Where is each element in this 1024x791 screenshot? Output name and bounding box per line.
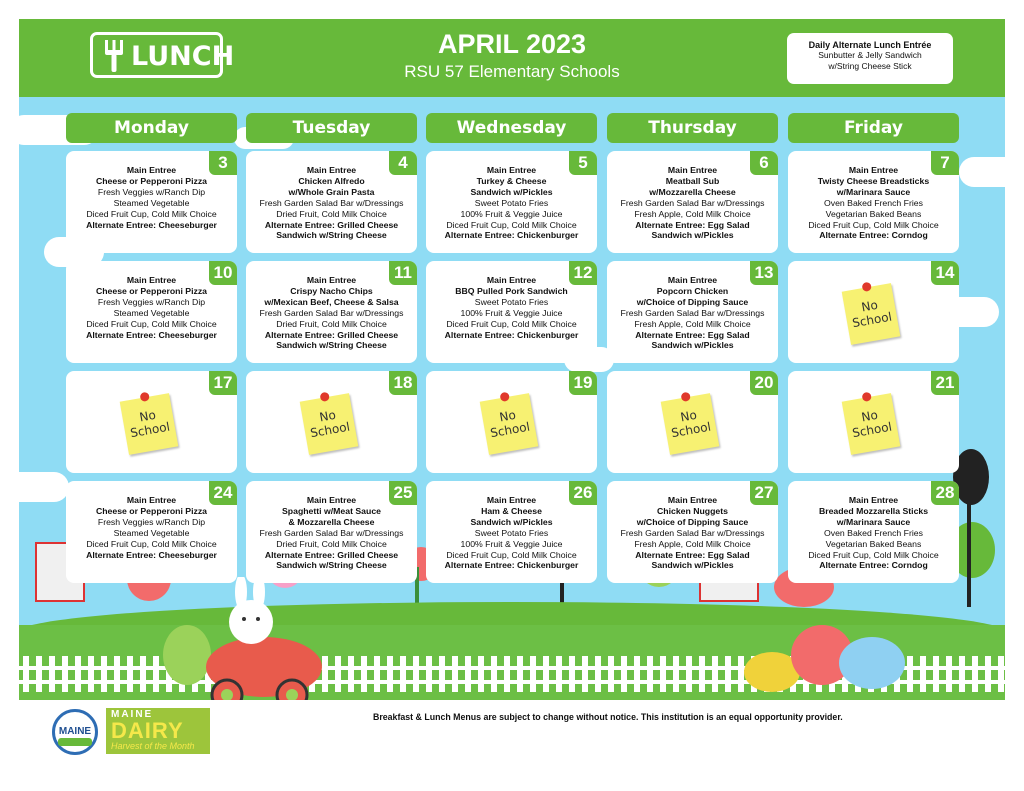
day-number: 7 — [931, 151, 959, 175]
day-cell — [607, 261, 778, 363]
day-number: 26 — [569, 481, 597, 505]
menu-text — [428, 275, 595, 340]
menu-text — [68, 495, 235, 560]
day-cell — [788, 481, 959, 583]
menu-line: Sandwich w/String Cheese — [276, 340, 387, 351]
fence-picket — [946, 656, 952, 692]
menu-line: Alternate Entree: Grilled Cheese — [264, 219, 399, 230]
fence-picket — [673, 656, 679, 692]
no-school-note — [842, 393, 901, 455]
fence-picket — [556, 656, 562, 692]
menu-line: Fresh Apple, Cold Milk Choice — [634, 538, 751, 549]
fence-picket — [699, 656, 705, 692]
menu-line: Diced Fruit Cup, Cold Milk Choice — [86, 208, 217, 219]
day-cell — [426, 371, 597, 473]
menu-line: Main Entree — [306, 495, 357, 505]
fence-picket — [972, 656, 978, 692]
menu-line: Fresh Apple, Cold Milk Choice — [634, 318, 751, 329]
no-school-text: No School — [309, 407, 351, 441]
menu-text — [790, 495, 957, 571]
fence-picket — [88, 656, 94, 692]
fence-picket — [374, 656, 380, 692]
menu-line: & Mozzarella Cheese — [288, 516, 375, 527]
menu-line: Steamed Vegetable — [113, 197, 190, 208]
no-school-text: No School — [129, 407, 171, 441]
menu-line: Main Entree — [306, 165, 357, 175]
fence-picket — [738, 656, 744, 692]
page-title: APRIL 2023 — [437, 29, 587, 59]
no-school-note — [120, 393, 179, 455]
page-subtitle: RSU 57 Elementary Schools — [404, 62, 620, 81]
menu-line: 100% Fruit & Veggie Juice — [460, 307, 563, 318]
dairy-logo-main: DAIRY — [111, 718, 184, 743]
menu-line: Steamed Vegetable — [113, 527, 190, 538]
day-cell — [246, 261, 417, 363]
day-number: 6 — [750, 151, 778, 175]
menu-line: Alternate Entree: Egg Salad — [635, 549, 750, 560]
fence-picket — [920, 656, 926, 692]
day-cell — [788, 261, 959, 363]
menu-line: Diced Fruit Cup, Cold Milk Choice — [446, 549, 577, 560]
menu-line: Sandwich w/Pickles — [470, 516, 553, 527]
pushpin-icon — [320, 392, 330, 402]
menu-line: w/Marinara Sauce — [836, 516, 911, 527]
menu-line: Main Entree — [486, 165, 537, 175]
menu-text — [609, 165, 776, 241]
footer-notice: Breakfast & Lunch Menus are subject to change without notice. This institution is an equal opportunity provider. — [373, 712, 843, 722]
day-number: 19 — [569, 371, 597, 395]
no-school-note — [661, 393, 720, 455]
day-number: 18 — [389, 371, 417, 395]
pushpin-icon — [140, 392, 150, 402]
fence-picket — [465, 656, 471, 692]
pushpin-icon — [862, 282, 872, 292]
fence-picket — [582, 656, 588, 692]
weekday-header-wednesday: Wednesday — [426, 113, 597, 143]
menu-line: Main Entree — [667, 165, 718, 175]
fence-picket — [62, 656, 68, 692]
menu-line: Alternate Entree: Egg Salad — [635, 329, 750, 340]
no-school-text: No School — [851, 407, 893, 441]
dairy-logo-top: MAINE — [111, 709, 154, 720]
fence-picket — [75, 656, 81, 692]
menu-line: Crispy Nacho Chips — [290, 285, 373, 296]
menu-line: w/Marinara Sauce — [836, 186, 911, 197]
menu-line: Sweet Potato Fries — [474, 197, 549, 208]
maine-logo-text: MAINE — [58, 726, 92, 737]
menu-line: Main Entree — [667, 495, 718, 505]
day-number: 25 — [389, 481, 417, 505]
menu-line: Alternate Entree: Cheeseburger — [86, 329, 217, 340]
fence-picket — [114, 656, 120, 692]
menu-line: Main Entree — [306, 275, 357, 285]
day-number: 10 — [209, 261, 237, 285]
fence-picket — [595, 656, 601, 692]
alternate-line: Sunbutter & Jelly Sandwich — [818, 50, 922, 60]
fence-picket — [959, 656, 965, 692]
menu-line: w/Mozzarella Cheese — [649, 186, 736, 197]
day-number: 12 — [569, 261, 597, 285]
maine-dairy-logo — [106, 708, 210, 754]
menu-line: Main Entree — [486, 495, 537, 505]
menu-line: Dried Fruit, Cold Milk Choice — [276, 208, 387, 219]
fence-picket — [998, 656, 1004, 692]
menu-line: Sandwich w/Pickles — [651, 230, 734, 241]
menu-line: Fresh Garden Salad Bar w/Dressings — [259, 307, 404, 318]
fence-picket — [387, 656, 393, 692]
menu-line: Main Entree — [126, 275, 177, 285]
menu-line: Sandwich w/Pickles — [651, 560, 734, 571]
day-cell — [246, 371, 417, 473]
pushpin-icon — [681, 392, 691, 402]
menu-text — [428, 495, 595, 571]
day-cell — [607, 151, 778, 253]
fence-picket — [361, 656, 367, 692]
fence-picket — [49, 656, 55, 692]
fence-picket — [712, 656, 718, 692]
pushpin-icon — [500, 392, 510, 402]
dairy-logo-sub: Harvest of the Month — [111, 741, 195, 751]
fence-picket — [426, 656, 432, 692]
menu-line: Breaded Mozzarella Sticks — [818, 505, 929, 516]
no-school-text: No School — [670, 407, 712, 441]
menu-line: 100% Fruit & Veggie Juice — [460, 208, 563, 219]
menu-line: Main Entree — [848, 495, 899, 505]
fence-picket — [413, 656, 419, 692]
day-number: 4 — [389, 151, 417, 175]
fence-picket — [660, 656, 666, 692]
day-cell — [788, 371, 959, 473]
bunny-car-illustration — [159, 577, 329, 700]
menu-line: Fresh Veggies w/Ranch Dip — [97, 516, 206, 527]
day-number: 5 — [569, 151, 597, 175]
day-number: 27 — [750, 481, 778, 505]
day-cell — [66, 151, 237, 253]
menu-text — [68, 165, 235, 230]
menu-line: Main Entree — [848, 165, 899, 175]
day-number: 20 — [750, 371, 778, 395]
fence-picket — [569, 656, 575, 692]
logo-text: LUNCH — [131, 41, 235, 72]
menu-line: Twisty Cheese Breadsticks — [817, 175, 930, 186]
alternate-heading: Daily Alternate Lunch Entrée — [808, 40, 932, 50]
day-cell — [246, 151, 417, 253]
fence-picket — [491, 656, 497, 692]
tree-trunk — [967, 497, 971, 607]
menu-line: BBQ Pulled Pork Sandwich — [455, 285, 568, 296]
fence-picket — [933, 656, 939, 692]
fence-picket — [647, 656, 653, 692]
day-cell — [66, 371, 237, 473]
menu-line: Fresh Garden Salad Bar w/Dressings — [620, 527, 765, 538]
menu-line: Steamed Vegetable — [113, 307, 190, 318]
menu-line: Fresh Veggies w/Ranch Dip — [97, 186, 206, 197]
menu-line: w/Mexican Beef, Cheese & Salsa — [264, 296, 399, 307]
menu-line: Fresh Garden Salad Bar w/Dressings — [620, 307, 765, 318]
cloud-decoration — [19, 472, 69, 502]
menu-line: w/Whole Grain Pasta — [288, 186, 375, 197]
day-cell — [607, 371, 778, 473]
menu-line: 100% Fruit & Veggie Juice — [460, 538, 563, 549]
menu-line: Oven Baked French Fries — [824, 527, 923, 538]
menu-line: Sandwich w/Pickles — [651, 340, 734, 351]
fence-picket — [621, 656, 627, 692]
fence-picket — [140, 656, 146, 692]
menu-line: Diced Fruit Cup, Cold Milk Choice — [446, 318, 577, 329]
day-number: 3 — [209, 151, 237, 175]
menu-line: Alternate Entree: Corndog — [819, 560, 928, 571]
day-number: 11 — [389, 261, 417, 285]
menu-line: Sandwich w/Pickles — [470, 186, 553, 197]
fence-picket — [725, 656, 731, 692]
fence-picket — [907, 656, 913, 692]
menu-line: Popcorn Chicken — [656, 285, 729, 296]
menu-line: Dried Fruit, Cold Milk Choice — [276, 318, 387, 329]
menu-text — [790, 165, 957, 241]
menu-line: Alternate Entree: Egg Salad — [635, 219, 750, 230]
fence-picket — [504, 656, 510, 692]
menu-text — [609, 495, 776, 571]
menu-line: Main Entree — [667, 275, 718, 285]
fence-picket — [452, 656, 458, 692]
menu-line: Oven Baked French Fries — [824, 197, 923, 208]
menu-line: Sandwich w/String Cheese — [276, 230, 387, 241]
header-banner — [19, 19, 1005, 97]
menu-line: Diced Fruit Cup, Cold Milk Choice — [808, 219, 939, 230]
menu-line: Alternate Entree: Cheeseburger — [86, 219, 217, 230]
menu-line: Chicken Nuggets — [657, 505, 728, 516]
fence-picket — [348, 656, 354, 692]
daily-alternate-box — [787, 33, 953, 84]
menu-line: Fresh Garden Salad Bar w/Dressings — [259, 527, 404, 538]
fence-picket — [517, 656, 523, 692]
menu-line: w/Choice of Dipping Sauce — [636, 296, 749, 307]
no-school-note — [480, 393, 539, 455]
menu-line: Dried Fruit, Cold Milk Choice — [276, 538, 387, 549]
menu-line: Turkey & Cheese — [476, 175, 547, 186]
fence-picket — [101, 656, 107, 692]
menu-line: Alternate Entree: Grilled Cheese — [264, 549, 399, 560]
day-cell — [66, 481, 237, 583]
no-school-text: No School — [489, 407, 531, 441]
menu-line: Fresh Apple, Cold Milk Choice — [634, 208, 751, 219]
menu-line: Diced Fruit Cup, Cold Milk Choice — [446, 219, 577, 230]
fence-picket — [985, 656, 991, 692]
menu-text — [428, 165, 595, 241]
fence-picket — [530, 656, 536, 692]
fence-picket — [400, 656, 406, 692]
weekday-header-friday: Friday — [788, 113, 959, 143]
fence-picket — [23, 656, 29, 692]
menu-text — [609, 275, 776, 351]
fence-picket — [608, 656, 614, 692]
day-cell — [607, 481, 778, 583]
fence-picket — [686, 656, 692, 692]
menu-line: Cheese or Pepperoni Pizza — [95, 285, 208, 296]
menu-line: Alternate Entree: Corndog — [819, 230, 928, 241]
bush-decoration — [839, 637, 905, 689]
day-number: 14 — [931, 261, 959, 285]
fence-picket — [36, 656, 42, 692]
weekday-header-monday: Monday — [66, 113, 237, 143]
day-number: 17 — [209, 371, 237, 395]
menu-line: Alternate Entree: Chickenburger — [444, 230, 579, 241]
menu-line: Diced Fruit Cup, Cold Milk Choice — [808, 549, 939, 560]
menu-line: Main Entree — [126, 495, 177, 505]
menu-text — [248, 495, 415, 571]
menu-line: Cheese or Pepperoni Pizza — [95, 505, 208, 516]
menu-line: Alternate Entree: Chickenburger — [444, 560, 579, 571]
menu-line: w/Choice of Dipping Sauce — [636, 516, 749, 527]
day-number: 24 — [209, 481, 237, 505]
menu-text — [248, 275, 415, 351]
fence-picket — [543, 656, 549, 692]
menu-line: Spaghetti w/Meat Sauce — [282, 505, 381, 516]
no-school-note — [300, 393, 359, 455]
day-number: 21 — [931, 371, 959, 395]
menu-line: Diced Fruit Cup, Cold Milk Choice — [86, 538, 217, 549]
maine-harvest-logo — [52, 709, 98, 755]
cloud-decoration — [959, 157, 1005, 187]
menu-line: Fresh Veggies w/Ranch Dip — [97, 296, 206, 307]
menu-line: Meatball Sub — [665, 175, 720, 186]
day-cell — [788, 151, 959, 253]
menu-text — [248, 165, 415, 241]
menu-line: Sweet Potato Fries — [474, 296, 549, 307]
menu-line: Chicken Alfredo — [298, 175, 365, 186]
day-cell — [426, 151, 597, 253]
menu-line: Cheese or Pepperoni Pizza — [95, 175, 208, 186]
day-number: 28 — [931, 481, 959, 505]
alternate-line: w/String Cheese Stick — [828, 61, 912, 71]
menu-line: Sandwich w/String Cheese — [276, 560, 387, 571]
menu-line: Diced Fruit Cup, Cold Milk Choice — [86, 318, 217, 329]
day-cell — [426, 261, 597, 363]
menu-line: Ham & Cheese — [481, 505, 542, 516]
fence-picket — [127, 656, 133, 692]
fence-picket — [335, 656, 341, 692]
no-school-text: No School — [851, 297, 893, 331]
menu-line: Main Entree — [486, 275, 537, 285]
logo-band — [58, 738, 92, 746]
menu-line: Alternate Entree: Grilled Cheese — [264, 329, 399, 340]
day-cell — [246, 481, 417, 583]
fence-picket — [634, 656, 640, 692]
no-school-note — [842, 283, 901, 345]
weekday-header-thursday: Thursday — [607, 113, 778, 143]
menu-line: Main Entree — [126, 165, 177, 175]
day-cell — [66, 261, 237, 363]
fence-picket — [478, 656, 484, 692]
menu-line: Fresh Garden Salad Bar w/Dressings — [620, 197, 765, 208]
day-number: 13 — [750, 261, 778, 285]
menu-line: Sweet Potato Fries — [474, 527, 549, 538]
fence-picket — [439, 656, 445, 692]
menu-line: Alternate Entree: Cheeseburger — [86, 549, 217, 560]
menu-line: Fresh Garden Salad Bar w/Dressings — [259, 197, 404, 208]
weekday-header-tuesday: Tuesday — [246, 113, 417, 143]
pushpin-icon — [862, 392, 872, 402]
menu-line: Vegetarian Baked Beans — [825, 538, 922, 549]
menu-text — [68, 275, 235, 340]
menu-line: Vegetarian Baked Beans — [825, 208, 922, 219]
day-cell — [426, 481, 597, 583]
menu-line: Alternate Entree: Chickenburger — [444, 329, 579, 340]
